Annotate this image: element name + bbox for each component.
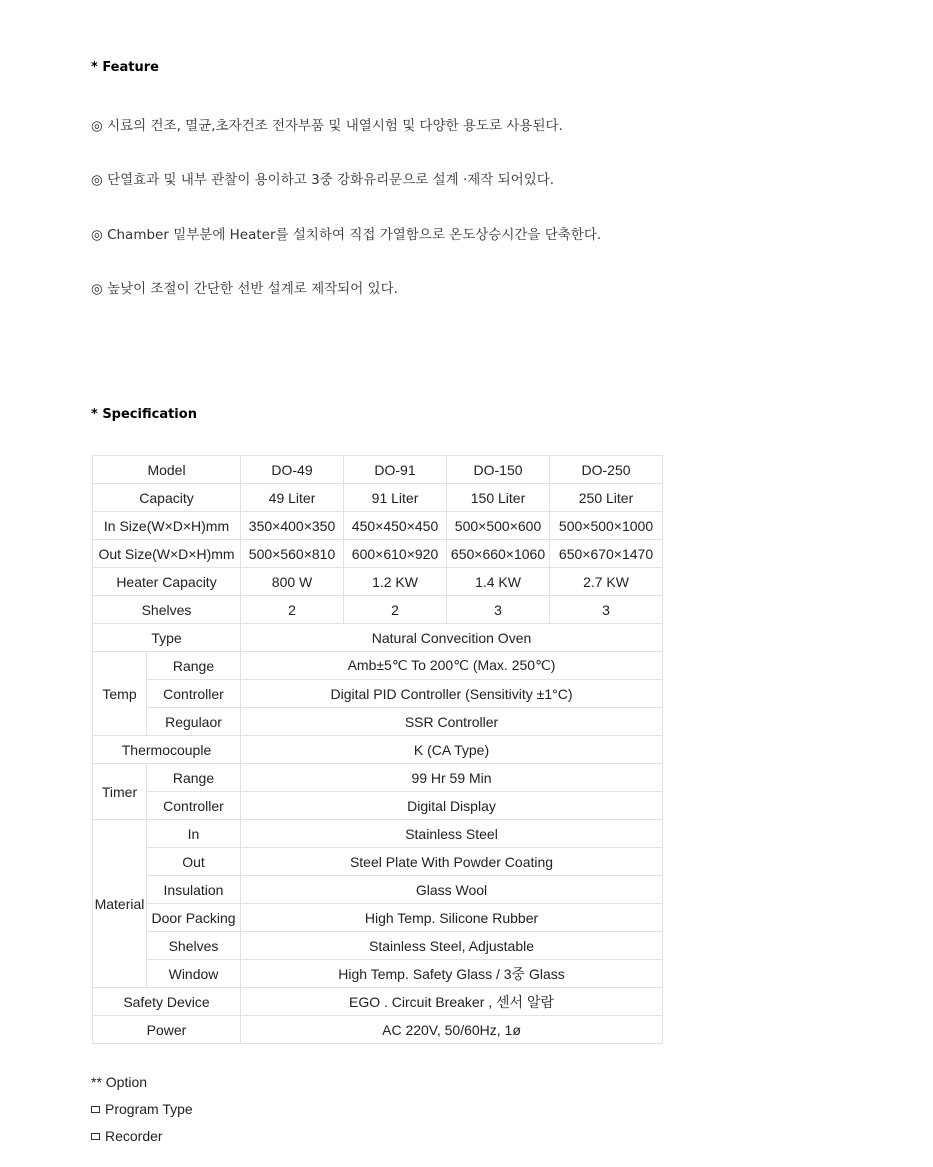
value-cell: 1.2 KW: [344, 568, 447, 596]
row-label: Thermocouple: [93, 736, 241, 764]
value-cell: 2.7 KW: [550, 568, 663, 596]
table-row-capacity: [93, 484, 663, 512]
table-row-type: [93, 624, 663, 652]
table-row-material-insulation: [93, 876, 663, 904]
value-cell: Stainless Steel, Adjustable: [241, 932, 663, 960]
specification-heading: * Specification: [91, 407, 197, 422]
value-cell: Steel Plate With Powder Coating: [241, 848, 663, 876]
value-cell: High Temp. Silicone Rubber: [241, 904, 663, 932]
value-cell: 450×450×450: [344, 512, 447, 540]
value-cell: 500×560×810: [241, 540, 344, 568]
table-row-safety-device: [93, 988, 663, 1016]
sub-label: Regulaor: [147, 708, 241, 736]
feature-line-3: ◎ Chamber 밑부분에 Heater를 설치하여 직접 가열함으로 온도상승시간을 단축한다.: [91, 227, 602, 243]
value-cell: SSR Controller: [241, 708, 663, 736]
table-row-timer-range: [93, 764, 663, 792]
specification-table: [92, 455, 663, 1044]
value-cell: 650×670×1470: [550, 540, 663, 568]
sub-label: Out: [147, 848, 241, 876]
value-cell: Amb±5℃ To 200℃ (Max. 250℃): [241, 652, 663, 680]
row-label: Shelves: [93, 596, 241, 624]
model-cell: DO-250: [550, 456, 663, 484]
feature-line-4: ◎ 높낮이 조절이 간단한 선반 설계로 제작되어 있다.: [91, 281, 398, 297]
sub-label: Shelves: [147, 932, 241, 960]
value-cell: 3: [447, 596, 550, 624]
group-label-timer: Timer: [93, 764, 147, 820]
value-cell: 650×660×1060: [447, 540, 550, 568]
table-row-power: [93, 1016, 663, 1044]
sub-label: Door Packing: [147, 904, 241, 932]
feature-heading: * Feature: [91, 60, 159, 75]
row-label: Model: [93, 456, 241, 484]
value-cell: 600×610×920: [344, 540, 447, 568]
table-row-out-size: [93, 540, 663, 568]
table-row-temp-controller: [93, 680, 663, 708]
table-row-timer-controller: [93, 792, 663, 820]
row-label: Heater Capacity: [93, 568, 241, 596]
option-item-label: Program Type: [105, 1101, 193, 1117]
value-cell: 2: [241, 596, 344, 624]
table-row-material-shelves: [93, 932, 663, 960]
value-cell: Glass Wool: [241, 876, 663, 904]
value-cell: Stainless Steel: [241, 820, 663, 848]
value-cell: 49 Liter: [241, 484, 344, 512]
value-cell: 150 Liter: [447, 484, 550, 512]
table-row-heater-capacity: [93, 568, 663, 596]
sub-label: Controller: [147, 792, 241, 820]
row-label: Power: [93, 1016, 241, 1044]
model-cell: DO-91: [344, 456, 447, 484]
sub-label: Window: [147, 960, 241, 988]
value-cell: 500×500×1000: [550, 512, 663, 540]
option-item-label: Recorder: [105, 1128, 163, 1144]
table-row-model: [93, 456, 663, 484]
sub-label: Range: [147, 764, 241, 792]
table-row-in-size: [93, 512, 663, 540]
value-cell: 1.4 KW: [447, 568, 550, 596]
table-row-shelves: [93, 596, 663, 624]
checkbox-bullet-icon: [91, 1106, 100, 1113]
sub-label: Insulation: [147, 876, 241, 904]
value-cell: Digital PID Controller (Sensitivity ±1°C): [241, 680, 663, 708]
sub-label: Controller: [147, 680, 241, 708]
table-row-material-door-packing: [93, 904, 663, 932]
table-row-thermocouple: [93, 736, 663, 764]
value-cell: 3: [550, 596, 663, 624]
table-row-material-out: [93, 848, 663, 876]
group-label-temp: Temp: [93, 652, 147, 736]
group-label-material: Material: [93, 820, 147, 988]
row-label: Safety Device: [93, 988, 241, 1016]
value-cell: 350×400×350: [241, 512, 344, 540]
value-cell: 99 Hr 59 Min: [241, 764, 663, 792]
checkbox-bullet-icon: [91, 1133, 100, 1140]
feature-line-1: ◎ 시료의 건조, 멸균,초자건조 전자부품 및 내열시험 및 다양한 용도로 사용된다.: [91, 118, 563, 134]
table-row-material-in: [93, 820, 663, 848]
feature-line-2: ◎ 단열효과 및 내부 관찰이 용이하고 3중 강화유리문으로 설계 ·제작 되어있다.: [91, 172, 555, 188]
value-cell: 800 W: [241, 568, 344, 596]
value-cell: EGO . Circuit Breaker , 센서 알람: [241, 988, 663, 1016]
sub-label: In: [147, 820, 241, 848]
row-label: In Size(W×D×H)mm: [93, 512, 241, 540]
value-cell: Natural Convecition Oven: [241, 624, 663, 652]
model-cell: DO-49: [241, 456, 344, 484]
option-item: [91, 1128, 163, 1144]
option-heading: ** Option: [91, 1074, 148, 1090]
value-cell: K (CA Type): [241, 736, 663, 764]
value-cell: 91 Liter: [344, 484, 447, 512]
value-cell: Digital Display: [241, 792, 663, 820]
value-cell: 500×500×600: [447, 512, 550, 540]
row-label: Out Size(W×D×H)mm: [93, 540, 241, 568]
value-cell: AC 220V, 50/60Hz, 1ø: [241, 1016, 663, 1044]
table-row-temp-range: [93, 652, 663, 680]
table-row-material-window: [93, 960, 663, 988]
value-cell: 2: [344, 596, 447, 624]
row-label: Capacity: [93, 484, 241, 512]
model-cell: DO-150: [447, 456, 550, 484]
table-row-temp-regulator: [93, 708, 663, 736]
value-cell: High Temp. Safety Glass / 3중 Glass: [241, 960, 663, 988]
sub-label: Range: [147, 652, 241, 680]
value-cell: 250 Liter: [550, 484, 663, 512]
row-label: Type: [93, 624, 241, 652]
option-item: [91, 1101, 193, 1117]
